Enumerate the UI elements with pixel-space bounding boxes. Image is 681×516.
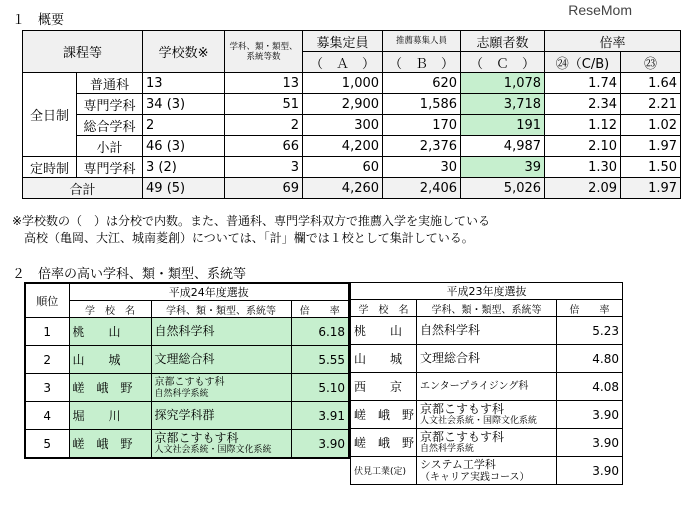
ratio24-cell: 1.74 <box>545 73 621 94</box>
course-cell <box>151 346 291 374</box>
course-name: 文理総合科 <box>420 351 481 365</box>
school-cell: 嵯 峨 野 <box>69 374 151 402</box>
ratio-cell: 3.90 <box>557 457 623 485</box>
course-cell <box>417 457 557 485</box>
table-row <box>25 318 349 346</box>
course-subname: 自然科学系統 <box>154 389 209 399</box>
table-row <box>351 373 623 401</box>
recommend-cell: 30 <box>383 157 461 178</box>
course-name: 京都こすもす科 <box>154 377 225 388</box>
course-name: 自然科学科 <box>420 323 481 337</box>
table-row <box>351 457 623 485</box>
summary-header-row <box>23 31 681 52</box>
depts-cell: 2 <box>225 115 303 136</box>
course-cell <box>417 401 557 429</box>
schools-cell: 34 (3) <box>143 94 225 115</box>
col-school: 学 校 名 <box>351 300 417 317</box>
rank-cell: 3 <box>25 374 69 402</box>
depts-cell: 69 <box>225 178 303 199</box>
header-recommend-sym: （ Ｂ ） <box>383 52 461 73</box>
group-zennichi: 全日制 <box>23 73 77 157</box>
capacity-cell: 300 <box>303 115 383 136</box>
course-cell: 合計 <box>23 178 143 199</box>
ratio23-cell: 1.97 <box>621 136 681 157</box>
col-ratio: 倍 率 <box>557 300 623 317</box>
summary-table <box>22 30 681 199</box>
ratio23-cell: 1.97 <box>621 178 681 199</box>
course-subname: 人文社会系統・国際文化系統 <box>154 445 272 455</box>
course-cell: 専門学科 <box>77 94 143 115</box>
resemom-logo: ReseMom <box>568 2 632 18</box>
ratio-cell: 3.90 <box>291 430 349 459</box>
table-row <box>23 157 681 178</box>
ratio-cell: 4.80 <box>557 345 623 373</box>
table-row <box>351 401 623 429</box>
course-name: 京都こすもす科 <box>154 431 239 445</box>
section2-title: ２ 倍率の高い学科、類・類型、系統等 <box>12 267 247 282</box>
course-cell <box>417 429 557 457</box>
header-capacity-sym: （ Ａ ） <box>303 52 383 73</box>
recommend-cell: 170 <box>383 115 461 136</box>
rank-cell: 4 <box>25 402 69 430</box>
course-cell <box>417 345 557 373</box>
schools-cell: 46 (3) <box>143 136 225 157</box>
table-row-subtotal <box>23 136 681 157</box>
course-cell: 普通科 <box>77 73 143 94</box>
recommend-cell: 2,376 <box>383 136 461 157</box>
recommend-cell: 620 <box>383 73 461 94</box>
depts-cell: 13 <box>225 73 303 94</box>
school-cell: 嵯 峨 野 <box>351 401 417 429</box>
ratio-cell: 4.08 <box>557 373 623 401</box>
course-cell: 小計 <box>77 136 143 157</box>
depts-cell: 3 <box>225 157 303 178</box>
schools-cell: 2 <box>143 115 225 136</box>
header-ratio: 倍率 <box>545 31 681 52</box>
course-cell <box>151 430 291 459</box>
rank-header: 順位 <box>25 283 69 318</box>
header-ratio-23: ㉓ <box>621 52 681 73</box>
ratio23-cell: 1.64 <box>621 73 681 94</box>
table-row <box>25 402 349 430</box>
rank-cell: 5 <box>25 430 69 459</box>
applicants-cell: 191 <box>461 115 545 136</box>
course-name: 探究学科群 <box>154 408 215 422</box>
depts-cell: 51 <box>225 94 303 115</box>
course-cell <box>417 317 557 345</box>
table-row <box>23 115 681 136</box>
col-school: 学 校 名 <box>69 301 151 318</box>
schools-cell: 13 <box>143 73 225 94</box>
school-cell: 西 京 <box>351 373 417 401</box>
ratio-cell: 5.55 <box>291 346 349 374</box>
course-subname: 人文社会系統・国際文化系統 <box>420 416 538 426</box>
rank-cell: 2 <box>25 346 69 374</box>
schools-cell: 3 (2) <box>143 157 225 178</box>
school-cell: 山 城 <box>69 346 151 374</box>
school-cell: 堀 川 <box>69 402 151 430</box>
h24-title: 平成24年度選抜 <box>69 283 349 301</box>
header-course: 課程等 <box>23 31 143 73</box>
col-course: 学科、類・類型、系統等 <box>151 301 291 318</box>
header-applicants-sym: （ Ｃ ） <box>461 52 545 73</box>
ratio23-cell: 2.21 <box>621 94 681 115</box>
table-row <box>25 346 349 374</box>
course-name: システム工学科 <box>420 457 496 471</box>
h24-ranking-table <box>24 282 350 459</box>
table-row <box>23 73 681 94</box>
table-row <box>25 430 349 459</box>
recommend-cell: 1,586 <box>383 94 461 115</box>
applicants-cell: 5,026 <box>461 178 545 199</box>
course-cell: 専門学科 <box>77 157 143 178</box>
section1-title: １ 概要 <box>12 13 65 28</box>
footnote-line-2: 高校（亀岡、大江、城南菱創）については、「計」欄では１校として集計している。 <box>12 231 474 245</box>
school-cell: 桃 山 <box>69 318 151 346</box>
capacity-cell: 1,000 <box>303 73 383 94</box>
ratio-cell: 3.90 <box>557 401 623 429</box>
course-name: 京都こすもす科 <box>420 402 505 416</box>
ratio24-cell: 2.09 <box>545 178 621 199</box>
capacity-cell: 4,200 <box>303 136 383 157</box>
group-teiji: 定時制 <box>23 157 77 178</box>
course-name: 京都こすもす科 <box>420 430 505 444</box>
ratio23-cell: 1.50 <box>621 157 681 178</box>
course-cell <box>151 402 291 430</box>
course-name: 自然科学科 <box>154 324 215 338</box>
school-cell: 嵯 峨 野 <box>351 429 417 457</box>
course-cell: 総合学科 <box>77 115 143 136</box>
ratio24-cell: 1.30 <box>545 157 621 178</box>
ratio-cell: 6.18 <box>291 318 349 346</box>
header-capacity: 募集定員 <box>303 31 383 52</box>
header-schools: 学校数※ <box>143 31 225 73</box>
header-depts: 学科、類・類型、系統等数 <box>225 31 303 73</box>
applicants-cell: 1,078 <box>461 73 545 94</box>
h23-ranking-table <box>350 282 623 485</box>
col-course: 学科、類・類型、系統等 <box>417 300 557 317</box>
course-name: 文理総合科 <box>154 352 215 366</box>
capacity-cell: 2,900 <box>303 94 383 115</box>
ratio-cell: 3.91 <box>291 402 349 430</box>
applicants-cell: 3,718 <box>461 94 545 115</box>
course-cell <box>417 373 557 401</box>
capacity-cell: 60 <box>303 157 383 178</box>
ratio-cell: 3.90 <box>557 429 623 457</box>
ratio24-cell: 2.10 <box>545 136 621 157</box>
header-applicants: 志願者数 <box>461 31 545 52</box>
course-cell <box>151 318 291 346</box>
h23-title: 平成23年度選抜 <box>351 283 623 300</box>
school-cell: 山 城 <box>351 345 417 373</box>
col-ratio: 倍 率 <box>291 301 349 318</box>
ratio24-cell: 1.12 <box>545 115 621 136</box>
applicants-cell: 4,987 <box>461 136 545 157</box>
course-cell <box>151 374 291 402</box>
table-row-total <box>23 178 681 199</box>
table-row <box>351 345 623 373</box>
school-cell: 嵯 峨 野 <box>69 430 151 459</box>
table-row <box>23 94 681 115</box>
schools-cell: 49 (5) <box>143 178 225 199</box>
school-cell: 伏見工業(定) <box>351 457 417 485</box>
school-cell: 桃 山 <box>351 317 417 345</box>
depts-cell: 66 <box>225 136 303 157</box>
ratio-cell: 5.10 <box>291 374 349 402</box>
ratio24-cell: 2.34 <box>545 94 621 115</box>
footnote-line-1: ※学校数の（ ）は分校で内数。また、普通科、専門学科双方で推薦入学を実施している <box>12 214 491 228</box>
course-subname: （キャリア実践コース） <box>420 471 530 483</box>
recommend-cell: 2,406 <box>383 178 461 199</box>
ratio23-cell: 1.02 <box>621 115 681 136</box>
header-ratio-24: ㉔（C/B) <box>545 52 621 73</box>
rank-cell: 1 <box>25 318 69 346</box>
applicants-cell: 39 <box>461 157 545 178</box>
capacity-cell: 4,260 <box>303 178 383 199</box>
course-subname: 自然科学系統 <box>420 444 475 454</box>
ratio-cell: 5.23 <box>557 317 623 345</box>
table-row <box>25 374 349 402</box>
table-row <box>351 317 623 345</box>
table-row <box>351 429 623 457</box>
header-recommend: 推薦募集人員 <box>383 31 461 52</box>
course-name: エンタープライジング科 <box>420 381 529 392</box>
footnote <box>12 213 490 247</box>
